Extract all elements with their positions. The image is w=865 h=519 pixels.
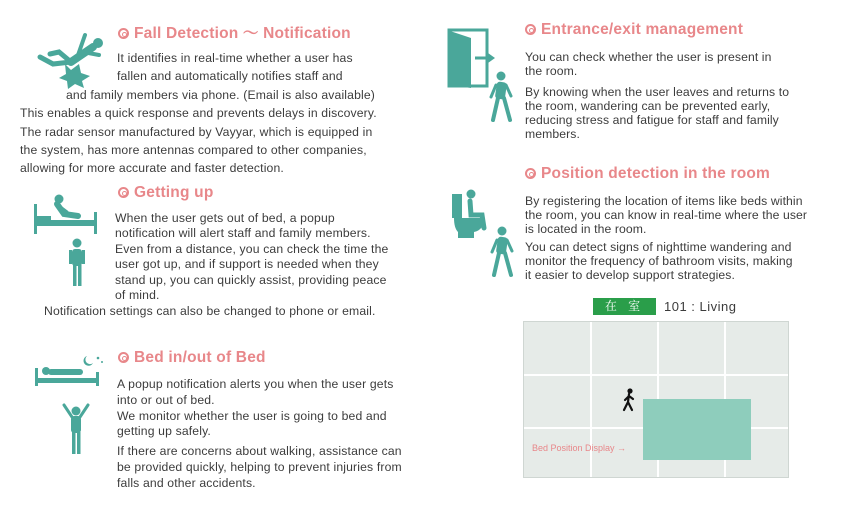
getting-up-line-2: notification will alert staff and family members. (115, 226, 371, 240)
person-sleeping-in-bed-icon (32, 350, 104, 456)
fall-detection-heading: Fall Detection ～ Notification (118, 21, 351, 43)
position-line-3: is located in the room. (525, 222, 647, 236)
entrance-line-2: the room. (525, 64, 578, 78)
circle-mark-icon (118, 187, 129, 198)
in-room-status-badge: 在 室 (593, 298, 656, 315)
fall-line-5: The radar sensor manufactured by Vayyar, which is equipped in (20, 125, 373, 139)
bed-line-4: getting up safely. (117, 424, 211, 438)
person-falling-icon (35, 30, 107, 90)
entrance-line-3: By knowing when the user leaves and returns to (525, 85, 790, 99)
circle-mark-icon (525, 168, 536, 179)
fall-line-7: allowing for more accurate and faster detection. (20, 161, 284, 175)
position-line-1: By registering the location of items like beds within (525, 194, 803, 208)
bed-line-3: We monitor whether the user is going to bed and (117, 409, 387, 423)
circle-mark-icon (118, 28, 129, 39)
getting-up-line-5: stand up, you can quickly assist, providing peace (115, 273, 387, 287)
fall-line-6: the system, has more antennas compared to other companies, (20, 143, 367, 157)
circle-mark-icon (118, 352, 129, 363)
entrance-line-5: reducing stress and fatigue for staff and family (525, 113, 779, 127)
position-line-2: the room, you can know in real-time where the user (525, 208, 808, 222)
bed-position-block (643, 399, 751, 460)
bed-line-7: falls and other accidents. (117, 476, 256, 490)
fall-line-3: and family members via phone. (Email is also available) (66, 88, 376, 102)
position-line-4: You can detect signs of nighttime wandering and (525, 240, 792, 254)
circle-mark-icon (525, 24, 536, 35)
grid-line (590, 322, 592, 477)
person-position-icon (622, 388, 636, 412)
room-map (523, 321, 789, 478)
entrance-line-6: members. (525, 127, 580, 141)
getting-up-line-6: of mind. (115, 288, 160, 302)
bed-line-5: If there are concerns about walking, assistance can (117, 444, 402, 458)
getting-up-line-1: When the user gets out of bed, a popup (115, 211, 335, 225)
bed-line-1: A popup notification alerts you when the user gets (117, 377, 394, 391)
grid-line (524, 374, 788, 376)
person-walking-icon (488, 226, 514, 278)
bed-inout-heading: Bed in/out of Bed (118, 349, 266, 367)
entrance-line-1: You can check whether the user is present in (525, 50, 772, 64)
bed-position-label: Bed Position Display → (532, 443, 627, 453)
person-getting-out-of-bed-icon (32, 192, 104, 288)
fall-line-4: This enables a quick response and prevents delays in discovery. (20, 106, 377, 120)
entrance-line-4: the room, wandering can be prevented early, (525, 99, 771, 113)
getting-up-heading: Getting up (118, 184, 214, 202)
bed-line-6: be provided quickly, helping to prevent injuries from (117, 460, 402, 474)
fall-line-1: It identifies in real-time whether a user has (117, 51, 353, 65)
position-detection-heading: Position detection in the room (525, 165, 770, 183)
person-on-toilet-icon (450, 188, 490, 240)
getting-up-line-4: user got up, and if support is needed when they (115, 257, 379, 271)
position-line-6: it easier to develop support strategies. (525, 268, 735, 282)
getting-up-line-3: Even from a distance, you can check the time the (115, 242, 389, 256)
getting-up-line-7: Notification settings can also be changed to phone or email. (44, 304, 376, 318)
door-exit-icon (447, 28, 517, 124)
bed-line-2: into or out of bed. (117, 393, 215, 407)
fall-line-2: fallen and automatically notifies staff and (117, 69, 343, 83)
entrance-exit-heading: Entrance/exit management (525, 21, 743, 39)
position-line-5: monitor the frequency of bathroom visits, making (525, 254, 793, 268)
room-label: 101 : Living (664, 299, 737, 314)
